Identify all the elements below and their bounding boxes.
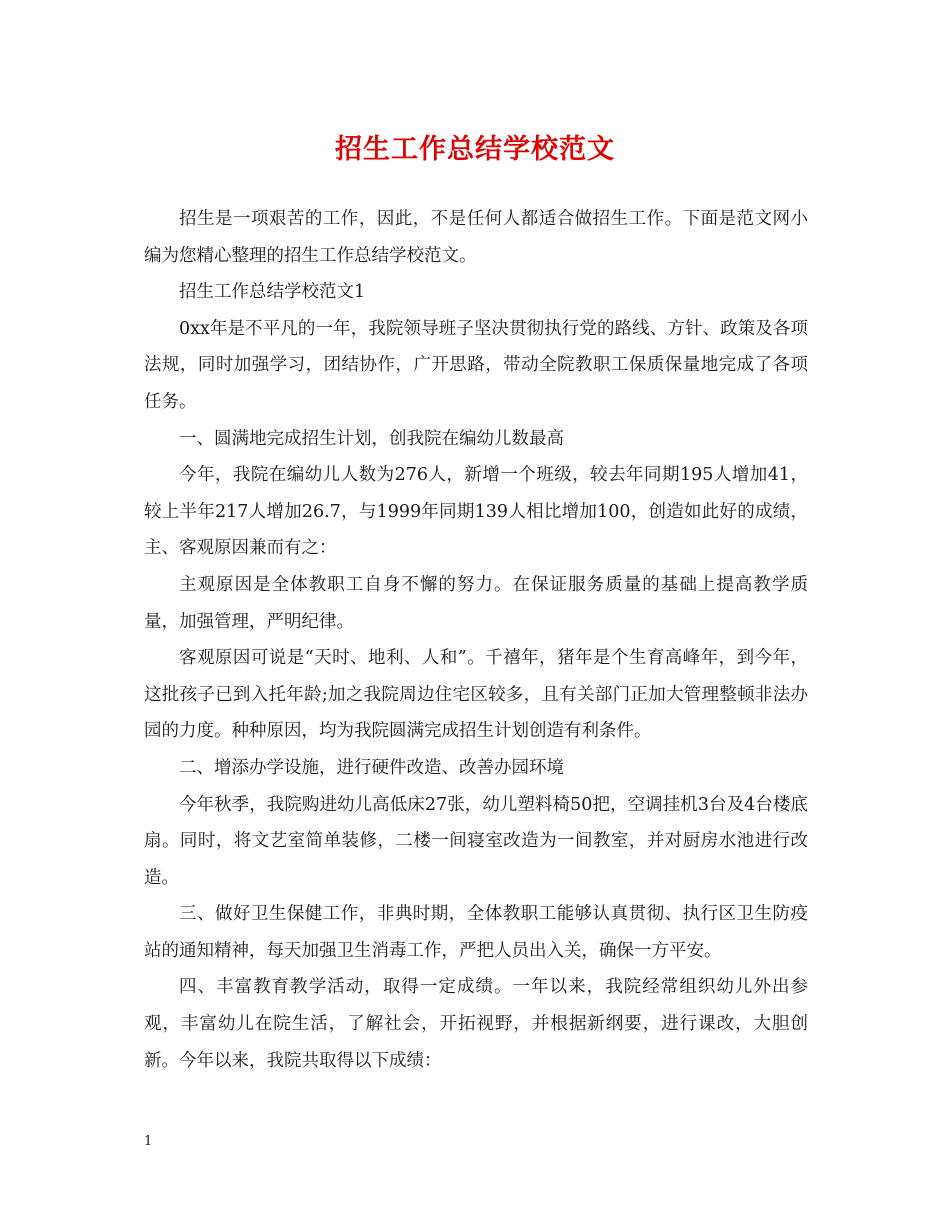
paragraph: 0xx年是不平凡的一年，我院领导班子坚决贯彻执行党的路线、方针、政策及各项法规，同时加强学习，团结协作，广开思路，带动全院教职工保质保量地完成了各项任务。 <box>144 318 808 412</box>
paragraph: 三、做好卫生保健工作，非典时期，全体教职工能够认真贯彻、执行区卫生防疫站的通知精神，每天加强卫生消毒工作，严把人员出入关，确保一方平安。 <box>144 904 808 961</box>
page-number: 1 <box>144 1134 153 1149</box>
paragraph: 今年秋季，我院购进幼儿高低床27张，幼儿塑料椅50把，空调挂机3台及4台楼底扇。同时，将文艺室简单装修，二楼一间寝室改造为一间教室，并对厨房水池进行改造。 <box>144 794 808 888</box>
paragraph: 主观原因是全体教职工自身不懈的努力。在保证服务质量的基础上提高教学质量，加强管理，严明纪律。 <box>144 574 808 632</box>
paragraph: 客观原因可说是“天时、地利、人和”。千禧年，猪年是个生育高峰年，到今年，这批孩子已到入托年龄;加之我院周边住宅区较多，且有关部门正加大管理整顿非法办园的力度。种种原因，均为我院圆满完成招生计划创造有利条件。 <box>144 648 808 742</box>
section-heading: 一、圆满地完成招生计划，创我院在编幼儿数最高 <box>179 428 564 449</box>
paragraph: 招生是一项艰苦的工作，因此，不是任何人都适合做招生工作。下面是范文网小编为您精心整理的招生工作总结学校范文。 <box>144 209 808 266</box>
section-heading: 二、增添办学设施，进行硬件改造、改善办园环境 <box>179 757 564 778</box>
paragraph: 四、丰富教育教学活动，取得一定成绩。一年以来，我院经常组织幼儿外出参观，丰富幼儿在院生活，了解社会，开拓视野，并根据新纲要，进行课改，大胆创新。今年以来，我院共取得以下成绩： <box>144 977 808 1071</box>
paragraph: 今年，我院在编幼儿人数为276人，新增一个班级，较去年同期195人增加41，较上半年217人增加26.7，与1999年同期139人相比增加100，创造如此好的成绩，主、客观原因兼而有之： <box>144 465 808 559</box>
paragraph: 招生工作总结学校范文1 <box>179 282 366 303</box>
document-title: 招生工作总结学校范文 <box>335 134 615 165</box>
document-body <box>144 201 808 1079</box>
